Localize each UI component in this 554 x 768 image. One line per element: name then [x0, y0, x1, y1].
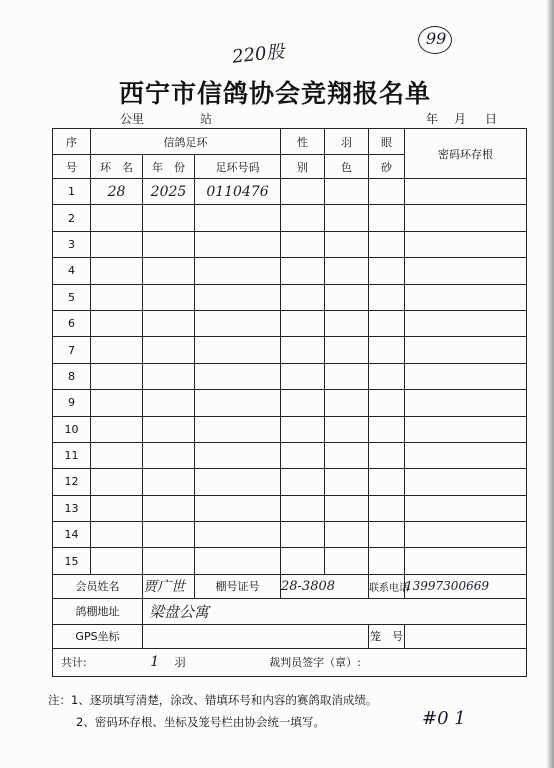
row-cell[interactable] — [325, 258, 369, 284]
row-cell[interactable] — [325, 469, 369, 495]
row-cell[interactable] — [325, 284, 369, 310]
member-name-label: 会员姓名 — [53, 574, 143, 598]
header-feather-bottom: 色 — [325, 155, 369, 179]
table-row — [53, 231, 527, 257]
row-cell[interactable] — [143, 337, 195, 363]
row-cell[interactable] — [281, 469, 325, 495]
table-row — [53, 363, 527, 389]
row-cell[interactable] — [405, 310, 527, 336]
row-cell[interactable] — [91, 337, 143, 363]
row-number: 12 — [53, 469, 91, 495]
table-row — [53, 179, 527, 205]
header-secret-ring: 密码环存根 — [405, 129, 527, 179]
row-cell[interactable] — [281, 390, 325, 416]
row-cell[interactable] — [143, 363, 195, 389]
row-cell[interactable] — [195, 179, 281, 205]
row-cell[interactable] — [143, 284, 195, 310]
total-label: 共计: — [61, 656, 87, 670]
row-cell[interactable] — [195, 205, 281, 231]
row-cell[interactable] — [281, 231, 325, 257]
header-ring-number: 足环号码 — [195, 155, 281, 179]
loft-address-cell[interactable] — [143, 598, 527, 624]
header-sex-bottom: 别 — [281, 155, 325, 179]
row-cell[interactable] — [405, 363, 527, 389]
row-cell[interactable] — [195, 522, 281, 548]
year-label: 年 — [426, 112, 439, 126]
row-cell[interactable] — [405, 416, 527, 442]
row-cell[interactable] — [325, 205, 369, 231]
header-seq-top: 序 — [53, 129, 91, 155]
row-cell[interactable] — [143, 390, 195, 416]
row-cell[interactable] — [325, 442, 369, 468]
row-cell[interactable] — [325, 231, 369, 257]
row-cell[interactable] — [281, 522, 325, 548]
row-cell[interactable] — [281, 548, 325, 574]
table-row — [53, 310, 527, 336]
judge-sign-label: 裁判员签字（章）: — [269, 656, 361, 670]
header-ring-name: 环 名 — [91, 155, 143, 179]
row-cell[interactable] — [195, 390, 281, 416]
row-cell[interactable] — [195, 231, 281, 257]
table-row — [53, 205, 527, 231]
row-cell[interactable] — [325, 390, 369, 416]
row-cell[interactable] — [325, 337, 369, 363]
row-cell[interactable] — [91, 231, 143, 257]
row-cell[interactable] — [91, 258, 143, 284]
station-label: 站 — [200, 112, 213, 126]
row-cell[interactable] — [405, 284, 527, 310]
handwritten-circled-number: 99 — [426, 29, 447, 48]
row-cell[interactable] — [325, 363, 369, 389]
table-row — [53, 495, 527, 521]
row-cell[interactable] — [143, 469, 195, 495]
entry-year: 2025 — [150, 183, 187, 200]
gps-cell[interactable] — [143, 624, 369, 648]
row-cell[interactable] — [281, 310, 325, 336]
row-cell[interactable] — [195, 310, 281, 336]
row-cell[interactable] — [325, 495, 369, 521]
month-label: 月 — [454, 112, 467, 126]
row-cell[interactable] — [143, 548, 195, 574]
entry-ring-number: 0110476 — [206, 183, 269, 200]
row-cell[interactable] — [369, 337, 405, 363]
row-cell[interactable] — [405, 337, 527, 363]
handwritten-corner-mark: #0 1 — [422, 708, 466, 729]
table-row — [53, 469, 527, 495]
member-name-cell[interactable] — [143, 574, 195, 598]
row-cell[interactable] — [369, 310, 405, 336]
row-cell[interactable] — [143, 310, 195, 336]
row-cell[interactable] — [325, 179, 369, 205]
registration-table — [52, 128, 527, 677]
row-cell[interactable] — [369, 495, 405, 521]
header-ring-group: 信鸽足环 — [91, 129, 281, 155]
row-cell[interactable] — [281, 495, 325, 521]
row-cell[interactable] — [405, 258, 527, 284]
row-cell[interactable] — [91, 310, 143, 336]
row-cell[interactable] — [143, 205, 195, 231]
row-cell[interactable] — [143, 231, 195, 257]
table-row — [53, 284, 527, 310]
row-cell[interactable] — [369, 179, 405, 205]
table-row — [53, 337, 527, 363]
table-row — [53, 390, 527, 416]
row-number: 7 — [53, 337, 91, 363]
row-cell[interactable] — [195, 469, 281, 495]
row-number: 1 — [53, 179, 91, 205]
row-cell[interactable] — [405, 205, 527, 231]
row-cell[interactable] — [369, 442, 405, 468]
header-feather-top: 羽 — [325, 129, 369, 155]
table-row — [53, 522, 527, 548]
total-count-value: 1 — [150, 654, 160, 671]
row-number: 4 — [53, 258, 91, 284]
phone-label: 联系电话 — [369, 574, 405, 598]
row-cell[interactable] — [143, 416, 195, 442]
row-cell[interactable] — [91, 363, 143, 389]
cage-label: 笼 号 — [369, 624, 405, 648]
row-cell[interactable] — [91, 179, 143, 205]
row-number: 3 — [53, 231, 91, 257]
row-cell[interactable] — [281, 205, 325, 231]
row-number: 5 — [53, 284, 91, 310]
row-cell[interactable] — [369, 469, 405, 495]
row-cell[interactable] — [281, 442, 325, 468]
row-cell[interactable] — [405, 179, 527, 205]
row-cell[interactable] — [91, 390, 143, 416]
row-number: 8 — [53, 363, 91, 389]
row-cell[interactable] — [281, 337, 325, 363]
phone-cell[interactable] — [405, 574, 527, 598]
row-cell[interactable] — [195, 416, 281, 442]
row-cell[interactable] — [325, 416, 369, 442]
row-cell[interactable] — [369, 390, 405, 416]
form-title: 西宁市信鸽协会竞翔报名单 — [118, 79, 431, 108]
row-cell[interactable] — [405, 442, 527, 468]
row-cell[interactable] — [281, 416, 325, 442]
row-cell[interactable] — [405, 495, 527, 521]
row-cell[interactable] — [325, 522, 369, 548]
row-cell[interactable] — [325, 310, 369, 336]
row-number: 15 — [53, 548, 91, 574]
row-number: 11 — [53, 442, 91, 468]
row-cell[interactable] — [195, 442, 281, 468]
note-1: 注：1、逐项填写清楚，涂改、错填环号和内容的赛鸽取消成绩。 — [48, 693, 378, 707]
loft-address-value: 梁盘公寓 — [149, 602, 210, 621]
handwritten-top-number: 220股 — [231, 41, 286, 68]
table-row — [53, 548, 527, 574]
row-cell[interactable] — [369, 231, 405, 257]
row-cell[interactable] — [281, 284, 325, 310]
entry-ring-name: 28 — [107, 183, 126, 200]
cage-cell[interactable] — [405, 624, 527, 648]
row-cell[interactable] — [369, 363, 405, 389]
header-eye-bottom: 砂 — [369, 155, 405, 179]
row-cell[interactable] — [405, 390, 527, 416]
row-cell[interactable] — [91, 284, 143, 310]
row-cell[interactable] — [369, 416, 405, 442]
row-number: 10 — [53, 416, 91, 442]
row-cell[interactable] — [195, 337, 281, 363]
table-row — [53, 258, 527, 284]
loft-cert-label: 棚号证号 — [195, 574, 281, 598]
row-cell[interactable] — [143, 495, 195, 521]
row-cell[interactable] — [369, 258, 405, 284]
gps-label: GPS坐标 — [53, 624, 143, 648]
row-cell[interactable] — [369, 284, 405, 310]
row-cell[interactable] — [405, 522, 527, 548]
row-cell[interactable] — [91, 469, 143, 495]
header-eye-top: 眼 — [369, 129, 405, 155]
note-2: 2、密码环存根、坐标及笼号栏由协会统一填写。 — [76, 715, 325, 729]
row-number: 14 — [53, 522, 91, 548]
row-cell[interactable] — [143, 258, 195, 284]
loft-cert-value: 28-3808 — [281, 578, 336, 594]
row-cell[interactable] — [91, 548, 143, 574]
total-row — [53, 648, 527, 676]
row-number: 2 — [53, 205, 91, 231]
page-edge-shadow — [546, 0, 554, 768]
header-seq-bottom: 号 — [53, 155, 91, 179]
row-cell[interactable] — [91, 205, 143, 231]
loft-address-label: 鸽棚地址 — [53, 598, 143, 624]
row-number: 6 — [53, 310, 91, 336]
row-cell[interactable] — [143, 522, 195, 548]
row-cell[interactable] — [281, 179, 325, 205]
row-cell[interactable] — [281, 258, 325, 284]
row-cell[interactable] — [91, 522, 143, 548]
header-year: 年 份 — [143, 155, 195, 179]
row-cell[interactable] — [195, 284, 281, 310]
loft-cert-cell[interactable] — [281, 574, 369, 598]
header-sex-top: 性 — [281, 129, 325, 155]
table-row — [53, 416, 527, 442]
row-cell[interactable] — [91, 416, 143, 442]
row-number: 13 — [53, 495, 91, 521]
row-number: 9 — [53, 390, 91, 416]
row-cell[interactable] — [91, 442, 143, 468]
row-cell[interactable] — [143, 442, 195, 468]
member-name-value: 贾广世 — [143, 579, 185, 596]
row-cell[interactable] — [325, 548, 369, 574]
row-cell[interactable] — [405, 469, 527, 495]
row-cell[interactable] — [369, 205, 405, 231]
phone-value: 13997300669 — [405, 579, 489, 594]
table-row — [53, 442, 527, 468]
row-cell[interactable] — [91, 495, 143, 521]
row-cell[interactable] — [195, 258, 281, 284]
row-cell[interactable] — [369, 522, 405, 548]
km-label: 公里 — [120, 112, 145, 126]
feather-unit: 羽 — [174, 656, 186, 670]
row-cell[interactable] — [281, 363, 325, 389]
day-label: 日 — [485, 112, 498, 126]
row-cell[interactable] — [195, 548, 281, 574]
row-cell[interactable] — [195, 495, 281, 521]
row-cell[interactable] — [405, 548, 527, 574]
row-cell[interactable] — [369, 548, 405, 574]
row-cell[interactable] — [143, 179, 195, 205]
row-cell[interactable] — [405, 231, 527, 257]
row-cell[interactable] — [195, 363, 281, 389]
